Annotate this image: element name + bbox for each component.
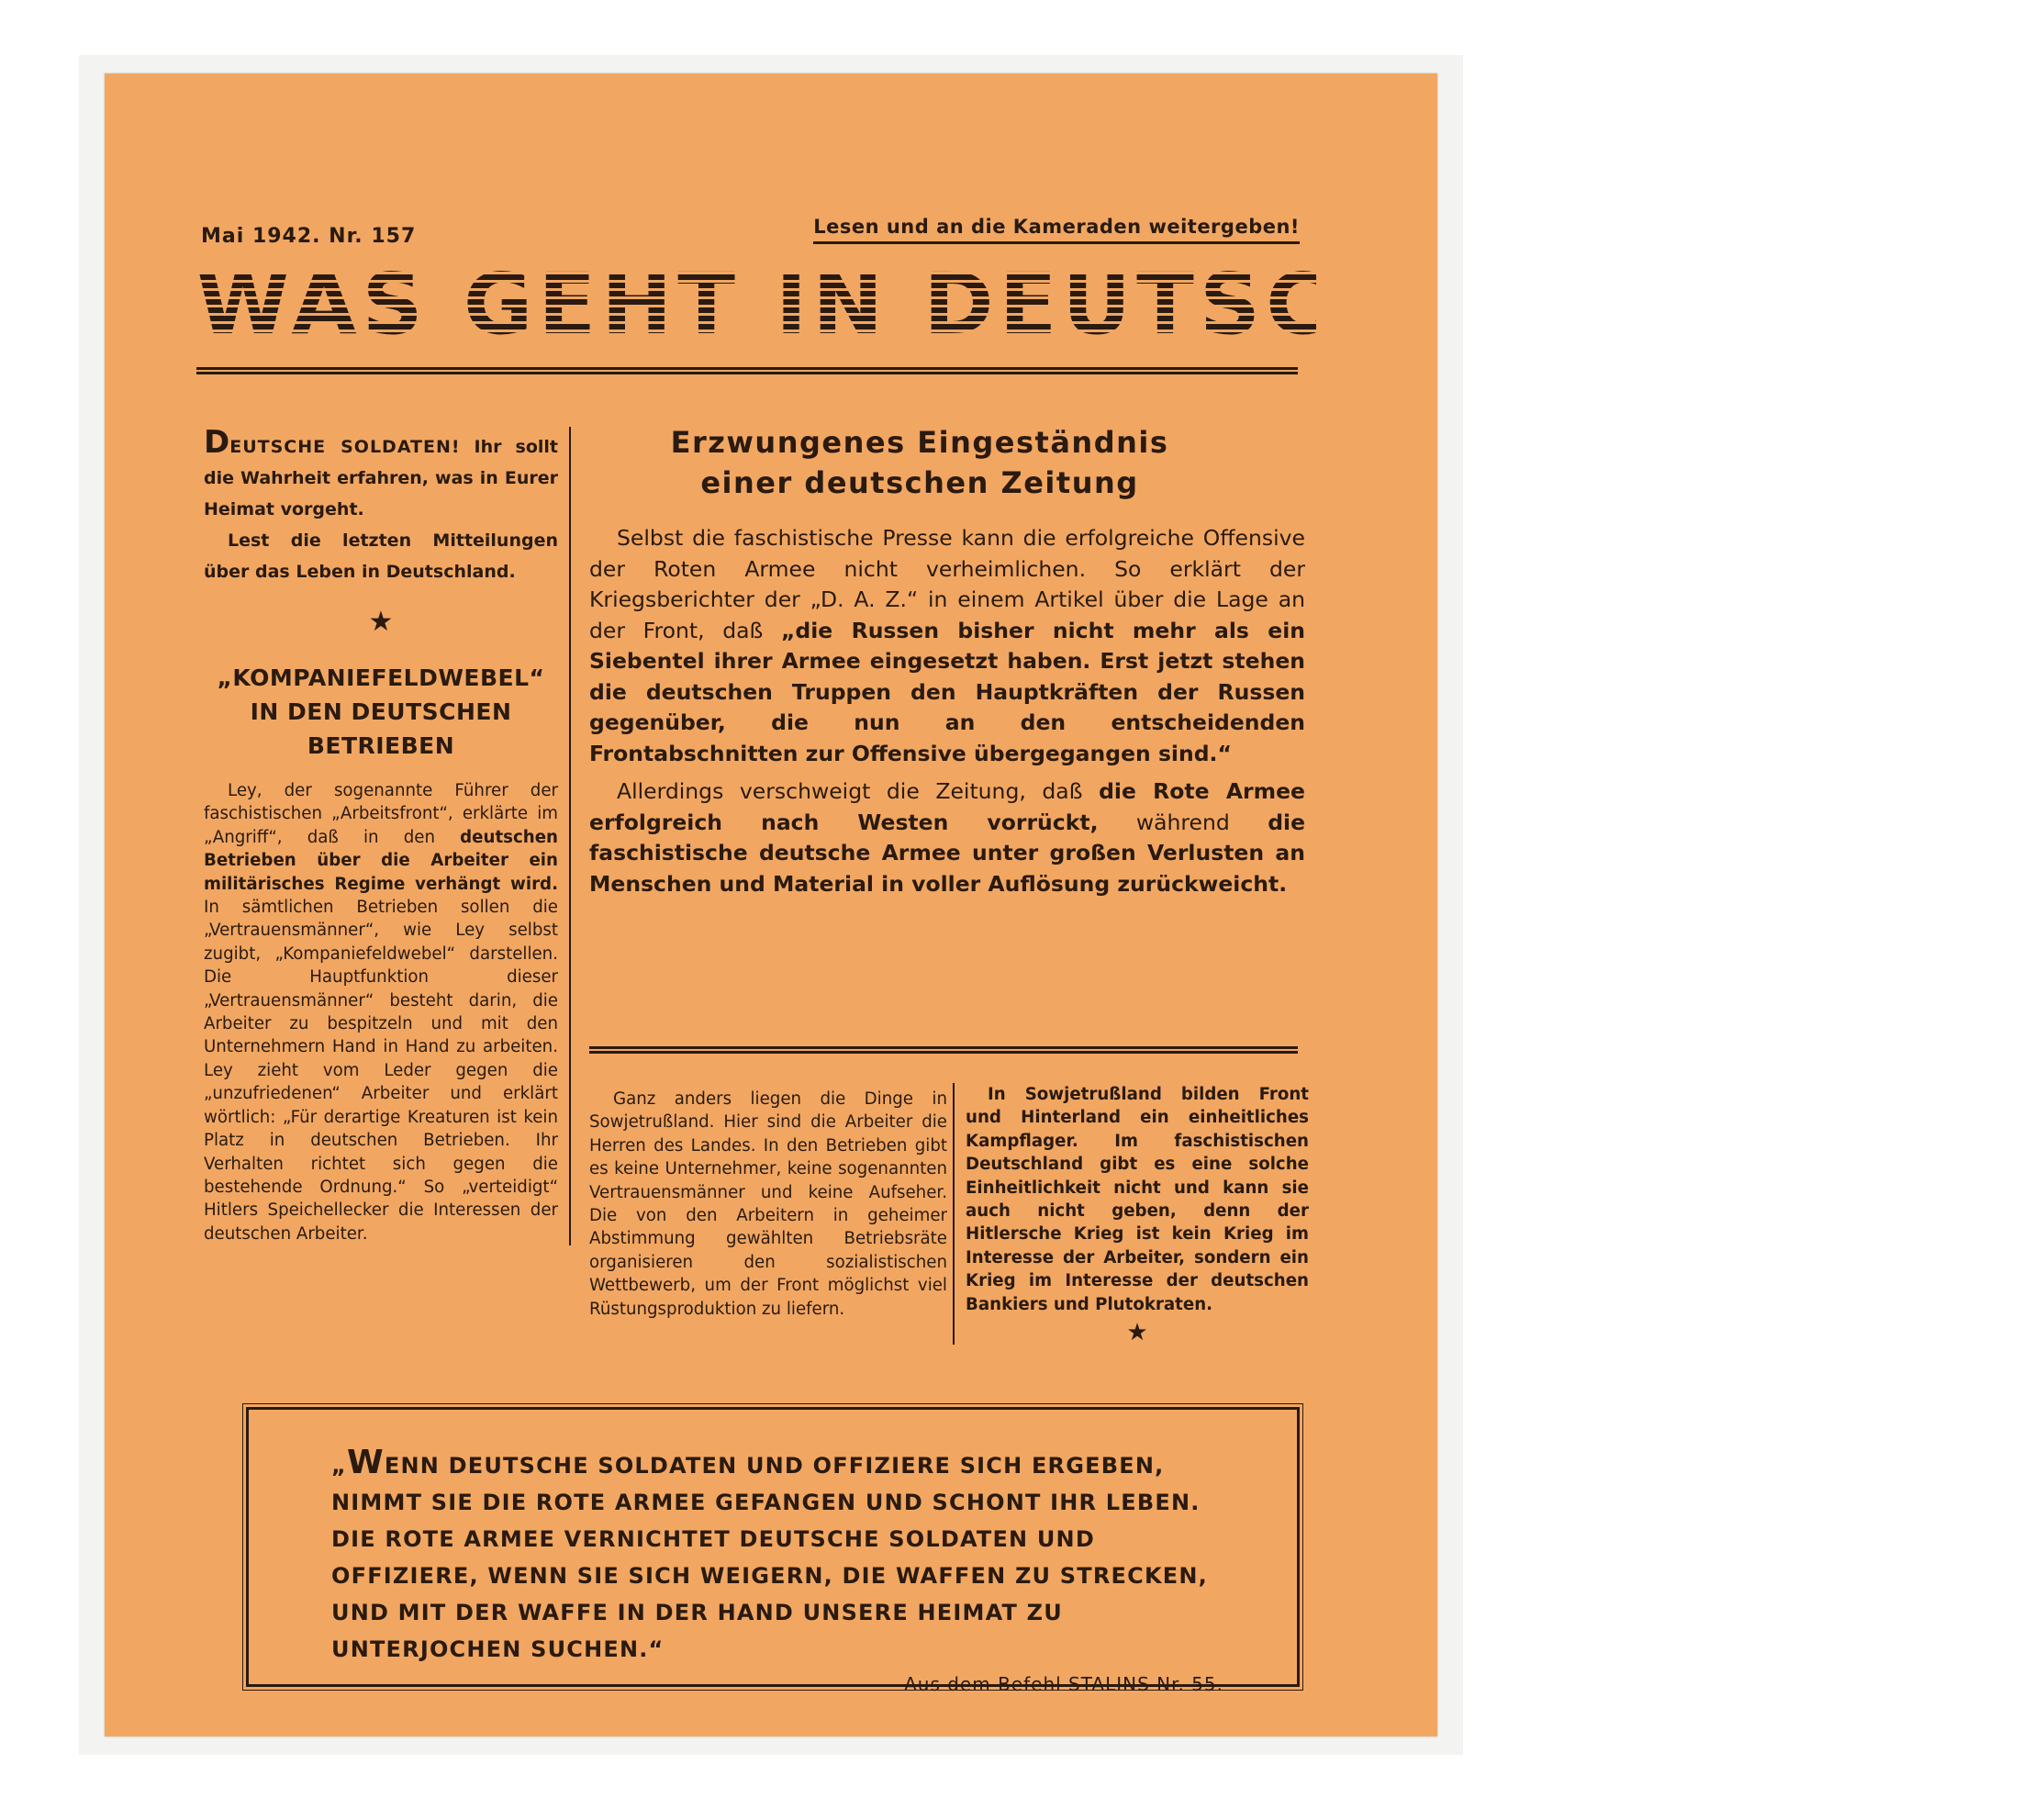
left-column <box>204 424 571 1245</box>
intro-text-1: Ihr sollt die Wahrheit erfahren, was in Eurer Heimat vorgeht. <box>204 437 558 519</box>
main-article <box>589 422 1305 907</box>
small-star-icon: ★ <box>1126 1319 1148 1347</box>
lower-left-text: Ganz anders liegen die Dinge in Sowjetrußland. Hier sind die Arbeiter die Herren des Landes. In den Betrieben gibt es keine Unternehmer, keine sogenannten Vertrauensmänner und keine Aufseher. Die von den Arbeitern in geheimer Abstimmung gewählten Betriebsräte organisieren den sozialistischen Wettbewerb, um der Front möglichst viel Rüstungsproduktion zu liefern. <box>589 1089 947 1319</box>
intro-caps: EUTSCHE SOLDATEN! <box>229 437 461 457</box>
kompanie-title <box>204 661 558 763</box>
kompanie-title-line-3: BETRIEBEN <box>307 732 455 759</box>
article-title <box>589 422 1305 503</box>
kompanie-p1-bold: deutschen Betrieben über die Arbeiter ein militärisches Regime verhängt wird. <box>204 827 558 894</box>
article-body <box>589 523 1305 899</box>
article-p2-b: während <box>1098 809 1268 835</box>
article-title-line-2: einer deutschen Zeitung <box>700 465 1139 500</box>
kompanie-p2: In sämtlichen Betrieben sollen die „Vertrauensmänner“, wie Ley selbst zugibt, „Kompaniefeldwebel“ darstellen. Die Hauptfunktion dieser „Vertrauensmänner“ besteht darin, die Arbeiter zu bespitzeln und mit den Unternehmern Hand in Hand zu arbeiten. Ley zieht vom Leder gegen die „unzufriedenen“ Arbeiter und erklärt wörtlich: „Für derartige Kreaturen ist kein Platz in deutschen Betrieben. Ihr Verhalten richtet sich gegen die bestehende Ordnung.“ So „verteidigt“ Hitlers Speichellecker die Interessen der deutschen Arbeiter. <box>204 898 558 1244</box>
article-p2-bold-b: die faschistische deutsche Armee unter großen Verlusten an Menschen und Material in voller Auflösung zurückweicht. <box>589 809 1306 897</box>
quote-body: ENN DEUTSCHE SOLDATEN UND OFFIZIERE SICH ERGEBEN, NIMMT SIE DIE ROTE ARMEE GEFANGEN UND SCHONT IHR LEBEN. DIE ROTE ARMEE VERNICHTET DEUTSCHE SOLDATEN UND OFFIZIERE, WENN SIE SICH WEIGERN, DIE WAFFEN ZU STRECKEN, UND MIT DER WAFFE IN DER HAND UNSERE HEIMAT ZU UNTERJOCHEN SUCHEN.“ <box>331 1453 1208 1662</box>
intro-paragraph <box>204 424 558 587</box>
article-paragraph-1 <box>589 523 1305 769</box>
article-p2-bold-a: die Rote Armee erfolgreich nach Westen vorrückt, <box>589 778 1305 835</box>
quote-initial: W <box>346 1444 385 1481</box>
kompanie-title-line-2: IN DEN DEUTSCHEN <box>250 698 512 725</box>
article-title-line-1: Erzwungenes Eingeständnis <box>670 425 1169 460</box>
kompanie-p1: Ley, der sogenannte Führer der faschistischen „Arbeitsfront“, erklärte im „Angriff“, daß in den <box>204 781 558 847</box>
intro-text-2: Lest die letzten Mitteilungen über das Leben in Deutschland. <box>204 530 558 582</box>
article-rule <box>589 1046 1298 1054</box>
lower-right-column <box>953 1083 1309 1345</box>
masthead-title: WAS GEHT IN DEUTSCHLAND VOR ? <box>196 250 1316 360</box>
star-icon: ★ <box>368 606 394 638</box>
leaflet-page <box>105 73 2033 1736</box>
drop-initial: D <box>204 424 230 461</box>
lower-left-column <box>589 1088 947 1321</box>
article-p1: Selbst die faschistische Presse kann die erfolgreiche Offensive der Roten Armee nicht verheimlichen. So erklärt der Kriegsberichter der „D. A. Z.“ in einem Artikel über die Lage an der Front, daß <box>589 525 1305 643</box>
quote-text <box>331 1445 1223 1668</box>
lower-right-text: In Sowjetrußland bilden Front und Hinterland ein einheitliches Kampflager. Im faschistischen Deutschland gibt es eine solche Einheitlichkeit nicht und kann sie auch nicht geben, denn der Hitlersche Krieg ist kein Krieg im Interesse der Arbeiter, sondern ein Krieg im Interesse der deutschen Bankiers und Plutokraten. <box>966 1085 1309 1314</box>
kompanie-body <box>204 779 558 1245</box>
motto: Lesen und an die Kameraden weitergeben! <box>813 216 1300 244</box>
article-p1-bold: „die Russen bisher nicht mehr als ein Siebentel ihrer Armee eingesetzt haben. Erst jetzt stehen die deutschen Truppen den Hauptkräften der Russen gegenüber, die nun an den entscheidenden Frontabschnitten zur Offensive übergegangen sind.“ <box>589 617 1305 766</box>
masthead-rule <box>196 367 1298 374</box>
article-p2-a: Allerdings verschweigt die Zeitung, daß <box>617 778 1100 804</box>
kompanie-title-line-1: „KOMPANIEFELDWEBEL“ <box>217 664 545 691</box>
quote-open-mark: „ <box>331 1453 347 1479</box>
article-paragraph-2 <box>589 776 1305 899</box>
issue-date: Mai 1942. Nr. 157 <box>201 225 417 248</box>
stalin-quote-box <box>246 1407 1300 1695</box>
quote-source: Aus dem Befehl STALINS Nr. 55. <box>904 1673 1223 1695</box>
